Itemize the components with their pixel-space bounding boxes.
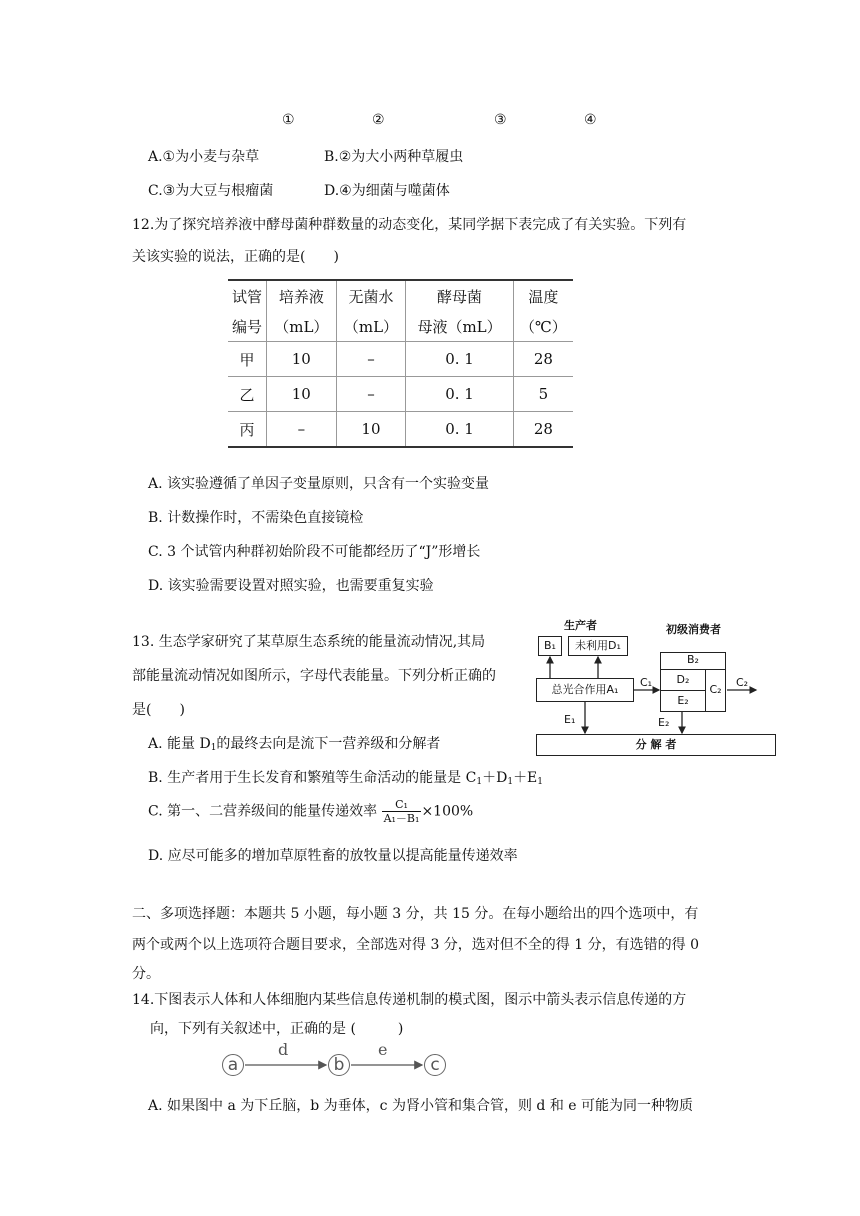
q14-stem-1: 14.下图表示人体和人体细胞内某些信息传递机制的模式图，图示中箭头表示信息传递的方 [132,992,687,1008]
label-e2: E₂ [658,716,670,729]
q13-option-b [148,767,543,787]
sub: 1 [507,777,514,787]
q13-option-b-text: B. 生产者用于生长发育和繁殖等生命活动的能量是 C [148,770,477,786]
box-c2: C₂ [705,669,726,712]
th-temp: 温度 [528,287,559,306]
th-medium-unit: （mL） [267,311,337,342]
q13-stem-3: 是( ) [132,702,185,718]
label-c2: C₂ [736,676,749,689]
node-c: c [424,1054,446,1076]
box-total-a1: 总光合作用A₁ [536,678,634,702]
cell: 28 [533,350,553,368]
q13-option-b-mid1: ＋D [482,770,508,786]
section2-line-1: 二、多项选择题：本题共 5 小题，每小题 3 分，共 15 分。在每小题给出的四个选项中，有 [132,906,699,922]
th-temp-unit: （℃） [520,317,567,336]
signal-arrows [218,1040,458,1084]
cell: 丙 [228,412,267,448]
q13-option-a-post: 的最终去向是流下一营养级和分解者 [216,736,441,752]
circle-1: ① [282,112,295,128]
cell: 0. 1 [406,412,514,448]
section2-line-3: 分。 [132,966,160,982]
cell: 10 [267,377,337,412]
q14-option-a: A. 如果图中 a 为下丘脑，b 为垂体，c 为肾小管和集合管，则 d 和 e 可能为同一种物质 [148,1098,694,1114]
q13-stem-1: 13. 生态学家研究了某草原生态系统的能量流动情况,其局 [132,634,486,650]
experiment-table [228,279,573,448]
q11-option-c: C.③为大豆与根瘤菌 [148,183,274,199]
q11-option-d: D.④为细菌与噬菌体 [324,183,450,199]
th-yeast: 酵母菌 [406,280,514,311]
energy-flow-diagram [530,610,780,765]
th-tube: 试管 [228,280,267,311]
table-row [228,412,573,448]
node-a: a [222,1054,244,1076]
label-e1: E₁ [564,713,576,726]
cell: 0. 1 [406,377,514,412]
cell: 10 [336,412,406,448]
cell: 乙 [228,377,267,412]
efficiency-fraction [382,798,422,825]
circle-2: ② [372,112,385,128]
section2-line-2: 两个或两个以上选项符合题目要求，全部选对得 3 分，选对但不全的得 1 分，有选错的得 0 [132,937,699,953]
q12-option-c: C. 3 个试管内种群初始阶段不可能都经历了“J”形增长 [148,544,481,560]
cell: – [336,342,406,377]
node-b: b [328,1054,350,1076]
q13-stem-2: 部能量流动情况如图所示，字母代表能量。下列分析正确的 [132,668,496,684]
q13-option-c [148,798,473,825]
q12-stem-2: 关该实验的说法，正确的是( ) [132,249,339,265]
box-b2: B₂ [687,653,699,666]
cell: 甲 [228,342,267,377]
q13-option-a-sub: 1 [210,743,217,753]
q13-option-c-post: ×100% [421,803,474,820]
q13-option-c-text: C. 第一、二营养级间的能量传递效率 [148,803,378,820]
q13-option-a [148,733,440,753]
box-unused-d1: 未利用D₁ [568,636,628,656]
fraction-denominator: A₁－B₁ [383,812,420,825]
arrow-d-label: d [278,1040,289,1059]
box-d2: D₂ [660,669,706,691]
sub: 1 [476,777,483,787]
q12-option-d: D. 该实验需要设置对照实验，也需要重复实验 [148,578,434,594]
th-water-unit: （mL） [336,311,406,342]
th-water: 无菌水 [336,280,406,311]
cell: 28 [533,420,553,438]
box-e2: E₂ [660,690,706,712]
table-row [228,377,573,412]
label-c1: C₁ [640,676,653,689]
cell: 0. 1 [406,342,514,377]
circle-4: ④ [584,112,597,128]
table-row [228,342,573,377]
q13-option-b-mid2: ＋E [513,770,538,786]
box-b1: B₁ [538,636,562,656]
q13-option-d: D. 应尽可能多的增加草原牲畜的放牧量以提高能量传递效率 [148,848,518,864]
q12-option-a: A. 该实验遵循了单因子变量原则，只含有一个实验变量 [148,476,490,492]
box-decomposer: 分 解 者 [536,734,776,756]
th-medium: 培养液 [267,280,337,311]
q13-option-a-pre: A. 能量 D [148,736,211,752]
th-tube-2: 编号 [228,311,267,342]
producer-label: 生产者 [564,619,597,632]
q11-option-b: B.②为大小两种草履虫 [324,149,464,165]
arrow-e-label: e [378,1040,388,1059]
cell: – [267,412,337,448]
cell: – [336,377,406,412]
signal-flow-diagram [218,1040,458,1084]
cell: 5 [538,385,549,403]
circle-3: ③ [494,112,507,128]
fraction-numerator: C₁ [382,798,422,812]
sub: 1 [537,777,544,787]
consumer-label: 初级消费者 [666,623,721,636]
q12-stem-1: 12.为了探究培养液中酵母菌种群数量的动态变化，某同学据下表完成了有关实验。下列有 [132,217,687,233]
th-yeast-unit: 母液（mL） [406,311,514,342]
cell: 10 [267,342,337,377]
q12-option-b: B. 计数操作时，不需染色直接镜检 [148,510,364,526]
q11-option-a: A.①为小麦与杂草 [148,149,260,165]
q14-stem-2: 向，下列有关叙述中，正确的是 ( ) [150,1021,404,1037]
